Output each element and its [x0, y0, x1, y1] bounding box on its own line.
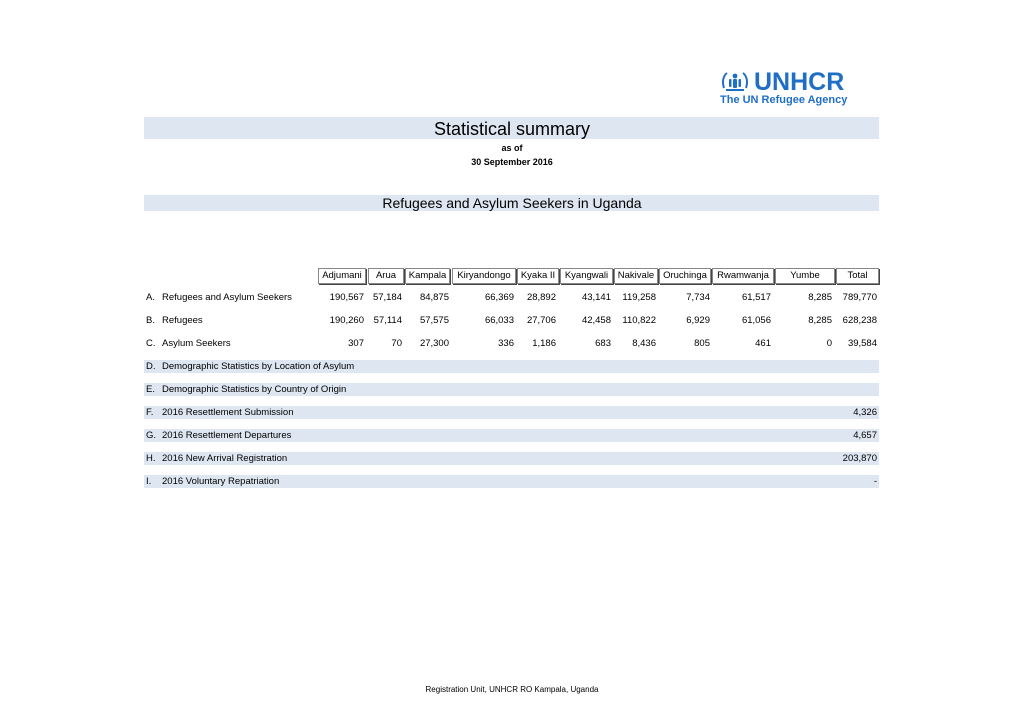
- table-cell: 28,892: [526, 292, 556, 303]
- logo-tagline: The UN Refugee Agency: [720, 94, 848, 106]
- table-row: [144, 360, 879, 373]
- table-cell: 66,369: [484, 292, 514, 303]
- column-header: Arua: [368, 268, 404, 284]
- row-label-text: 2016 Resettlement Submission: [162, 407, 294, 418]
- column-header: Oruchinga: [659, 268, 711, 284]
- table-cell: 1,186: [532, 338, 556, 349]
- column-header: Adjumani: [318, 268, 366, 284]
- table-cell: 39,584: [847, 338, 877, 349]
- table-cell: 119,258: [622, 292, 656, 303]
- row-label-text: Asylum Seekers: [162, 338, 231, 349]
- table-cell: 27,706: [526, 315, 556, 326]
- row-code: H.: [146, 453, 156, 464]
- as-of-label: as of: [501, 143, 523, 153]
- row-label-text: Refugees and Asylum Seekers: [162, 292, 292, 303]
- table-cell: 27,300: [419, 338, 449, 349]
- row-label: [146, 475, 279, 488]
- row-label-text: 2016 Resettlement Departures: [162, 430, 292, 441]
- table-row: [144, 314, 879, 327]
- table-row: [144, 429, 879, 442]
- table-cell: 43,141: [581, 292, 611, 303]
- row-label: [146, 337, 231, 350]
- column-header: Kyangwali: [560, 268, 613, 284]
- table-cell: 6,929: [686, 315, 710, 326]
- row-label: [146, 383, 346, 396]
- table-row: [144, 475, 879, 488]
- row-label: [146, 360, 354, 373]
- table-row: [144, 452, 879, 465]
- column-header: Kampala: [405, 268, 450, 284]
- row-code: D.: [146, 361, 156, 372]
- footer-text: Registration Unit, UNHCR RO Kampala, Uganda: [425, 685, 599, 694]
- table-cell: 8,285: [808, 292, 832, 303]
- table-cell: 57,184: [372, 292, 402, 303]
- column-header: Nakivale: [614, 268, 658, 284]
- logo-wordmark: UNHCR: [754, 68, 845, 96]
- row-code: G.: [146, 430, 157, 441]
- table-cell: 8,285: [808, 315, 832, 326]
- table-cell: 70: [391, 338, 402, 349]
- row-label: [146, 452, 287, 465]
- table-cell: 84,875: [419, 292, 449, 303]
- column-header: Rwamwanja: [712, 268, 774, 284]
- report-date: 30 September 2016: [471, 157, 553, 167]
- row-label: [146, 406, 294, 419]
- column-header: Kiryandongo: [452, 268, 516, 284]
- unhcr-logo: [720, 70, 865, 110]
- table-cell: 61,517: [741, 292, 771, 303]
- unhcr-emblem-icon: [720, 70, 750, 92]
- row-label: [146, 291, 292, 304]
- row-label-text: Demographic Statistics by Country of Origin: [162, 384, 347, 395]
- row-code: E.: [146, 384, 155, 395]
- row-label-text: Demographic Statistics by Location of Asylum: [162, 361, 355, 372]
- total-cell: -: [873, 476, 877, 487]
- table-row: [144, 383, 879, 396]
- table-cell: 57,114: [373, 315, 402, 326]
- table-cell: 789,770: [842, 292, 877, 303]
- table-cell: 628,238: [842, 315, 877, 326]
- table-cell: 190,260: [329, 315, 364, 326]
- row-code: B.: [146, 315, 155, 326]
- table-cell: 307: [348, 338, 364, 349]
- total-cell: 4,657: [853, 430, 877, 441]
- table-row: [144, 291, 879, 304]
- table-cell: 42,458: [581, 315, 611, 326]
- table-cell: 110,822: [622, 315, 656, 326]
- row-label: [146, 314, 203, 327]
- section-title: Refugees and Asylum Seekers in Uganda: [382, 195, 642, 211]
- table-cell: 805: [694, 338, 710, 349]
- row-label: [146, 429, 291, 442]
- table-row: [144, 406, 879, 419]
- table-row: [144, 337, 879, 350]
- row-code: A.: [146, 292, 155, 303]
- table-cell: 57,575: [419, 315, 449, 326]
- row-code: I.: [146, 476, 152, 487]
- row-code: F.: [146, 407, 154, 418]
- page-title: Statistical summary: [433, 119, 591, 139]
- table-cell: 7,734: [686, 292, 710, 303]
- row-label-text: 2016 New Arrival Registration: [162, 453, 288, 464]
- table-cell: 190,567: [329, 292, 364, 303]
- row-label-text: 2016 Voluntary Repatriation: [162, 476, 280, 487]
- total-cell: 4,326: [853, 407, 877, 418]
- table-cell: 683: [595, 338, 611, 349]
- table-cell: 336: [498, 338, 514, 349]
- total-cell: 203,870: [842, 453, 877, 464]
- column-header: Yumbe: [775, 268, 835, 284]
- column-header: Total: [836, 268, 879, 284]
- row-code: C.: [146, 338, 156, 349]
- table-cell: 461: [755, 338, 771, 349]
- table-cell: 61,056: [741, 315, 771, 326]
- table-cell: 8,436: [632, 338, 656, 349]
- table-cell: 0: [826, 338, 832, 349]
- row-label-text: Refugees: [162, 315, 203, 326]
- table-cell: 66,033: [484, 315, 514, 326]
- column-header: Kyaka II: [517, 268, 559, 284]
